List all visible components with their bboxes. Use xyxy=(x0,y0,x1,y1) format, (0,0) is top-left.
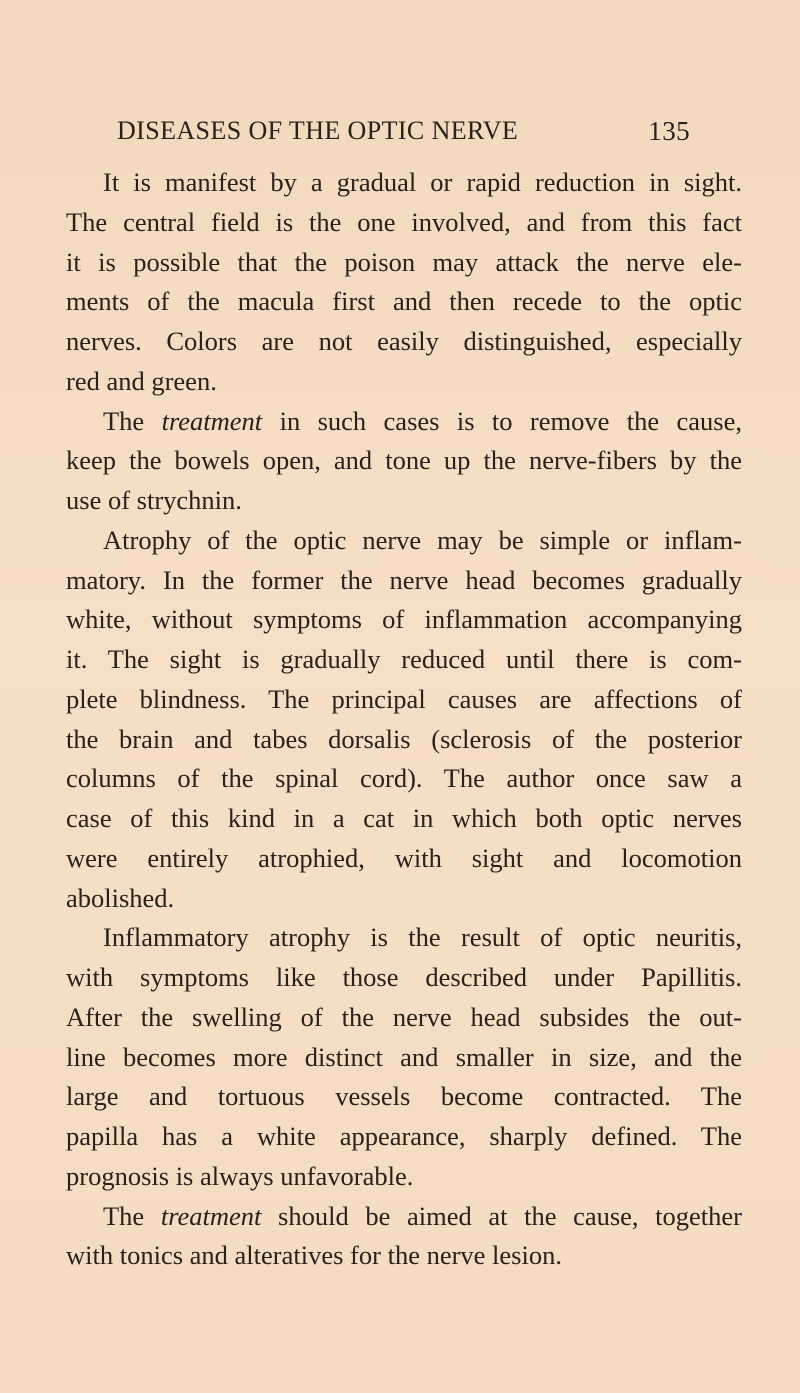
text-line: white, without symptoms of inflammation accompanying xyxy=(66,604,742,635)
text-line: matory. In the former the nerve head becomes gradually xyxy=(66,564,742,595)
text-segment: The xyxy=(103,405,162,436)
text-line: nerves. Colors are not easily distinguished, especially xyxy=(66,326,742,356)
text-line: After the swelling of the nerve head subsides the out- xyxy=(66,1001,742,1032)
text-line: columns of the spinal cord). The author once saw a xyxy=(66,763,742,794)
text-line: abolished. xyxy=(66,882,175,913)
text-line: ments of the macula first and then recede to the optic xyxy=(66,286,742,317)
paragraph-2 xyxy=(66,402,742,521)
text-line xyxy=(66,1197,742,1237)
running-title: DISEASES OF THE OPTIC NERVE xyxy=(117,116,519,145)
text-line: It is manifest by a gradual or rapid reduction in sight. xyxy=(103,167,742,197)
text-line: prognosis is always unfavorable. xyxy=(66,1160,414,1191)
italic-term: treatment xyxy=(160,1200,262,1231)
text-line: red and green. xyxy=(66,365,217,396)
text-line: with tonics and alteratives for the nerve lesion. xyxy=(66,1240,562,1271)
text-segment: in such cases is to remove the cause, xyxy=(262,405,742,436)
text-line: keep the bowels open, and tone up the nerve-fibers by the xyxy=(66,445,742,476)
text-line: Atrophy of the optic nerve may be simple or inflam- xyxy=(103,524,742,555)
text-line: the brain and tabes dorsalis (sclerosis of the posterior xyxy=(66,723,742,754)
text-line: Inflammatory atrophy is the result of optic neuritis, xyxy=(103,922,742,953)
italic-term: treatment xyxy=(161,405,263,436)
text-line: papilla has a white appearance, sharply defined. The xyxy=(66,1121,742,1151)
page-number: 135 xyxy=(648,116,690,146)
text-line: it. The sight is gradually reduced until there is com- xyxy=(66,644,742,674)
paragraph-3 xyxy=(66,521,742,919)
text-segment: The xyxy=(103,1200,161,1231)
text-line: plete blindness. The principal causes are affections of xyxy=(66,683,742,714)
paragraph-4 xyxy=(66,918,742,1196)
body-text xyxy=(66,163,742,1276)
text-line: case of this kind in a cat in which both optic nerves xyxy=(66,803,742,833)
text-line: with symptoms like those described under Papillitis. xyxy=(66,962,742,992)
text-line: The central field is the one involved, and from this fact xyxy=(66,206,742,237)
text-line: it is possible that the poison may attack the nerve ele- xyxy=(66,246,742,277)
text-line: were entirely atrophied, with sight and locomotion xyxy=(66,842,742,873)
running-head xyxy=(117,113,690,149)
text-line: use of strychnin. xyxy=(66,485,242,515)
text-line xyxy=(66,402,742,442)
paragraph-1 xyxy=(66,163,742,402)
paragraph-5 xyxy=(66,1197,742,1277)
text-line: line becomes more distinct and smaller in size, and the xyxy=(66,1041,742,1072)
text-segment: should be aimed at the cause, together xyxy=(261,1200,743,1231)
text-line: large and tortuous vessels become contracted. The xyxy=(66,1081,742,1112)
